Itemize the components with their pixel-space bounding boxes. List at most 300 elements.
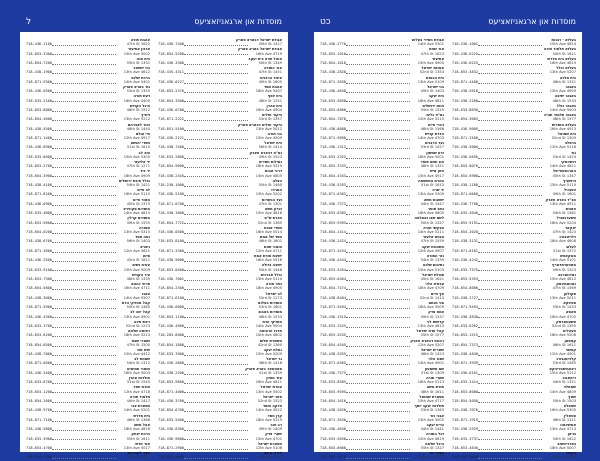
entry-address: 5002 15th Ave: [123, 51, 150, 56]
entry-name: ניטרא: [140, 244, 150, 249]
entry-address: 5401 14th Ave: [123, 79, 150, 84]
entry-phone: 718-853-2370: [158, 89, 184, 94]
dot-leader: [478, 139, 542, 140]
directory-entry: [452, 292, 576, 301]
entry-name: תורה ודעת: [264, 451, 282, 456]
entry-phone: 718-854-9898: [452, 455, 478, 460]
entry-phone: 718-438-9700: [26, 408, 52, 413]
dot-leader: [52, 233, 116, 234]
entry-phone: 718-871-6100: [158, 295, 184, 300]
directory-entry: [26, 282, 150, 291]
dot-leader: [52, 364, 116, 365]
entry-name: שארית ישראל: [420, 347, 444, 352]
directory-entry: [452, 282, 576, 291]
entry-name: בנות ירושלים: [422, 103, 444, 108]
directory-entry: [158, 76, 282, 85]
directory-entry: [26, 85, 150, 94]
directory-entry: [158, 207, 282, 216]
dot-leader: [184, 421, 248, 422]
entry-phone: 718-853-1515: [452, 333, 478, 338]
entry-phone: 718-853-2700: [26, 164, 52, 169]
entry-phone: 718-436-2800: [158, 361, 184, 366]
entry-address: 1311 48th St: [552, 417, 576, 422]
directory-entry: [158, 179, 282, 188]
entry-phone: 718-436-6225: [452, 60, 478, 65]
entry-name: ברסלב: [564, 141, 576, 146]
entry-phone: 718-854-0200: [26, 230, 52, 234]
entry-phone: 718-854-2020: [452, 230, 478, 234]
entry-address: 5101 14th Ave: [549, 258, 576, 263]
entry-address: 1533 48th St: [258, 314, 282, 319]
entry-address: 1523 52nd St: [257, 399, 282, 404]
entry-address: 4713 13th Ave: [549, 427, 576, 432]
entry-name: שיח סוד: [136, 347, 150, 352]
directory-entry: [26, 263, 150, 272]
entry-phone: 718-854-3003: [452, 117, 478, 122]
directory-entry: [158, 432, 282, 441]
entry-phone: 718-436-2121: [158, 136, 184, 141]
entry-address: 1357 53rd St: [258, 117, 282, 122]
entry-name: חברת ש"ס: [264, 216, 282, 221]
directory-entry: [158, 66, 282, 75]
dot-leader: [346, 327, 410, 328]
directory-entry: [452, 179, 576, 188]
entry-phone: 718-853-1100: [158, 314, 184, 319]
entry-name: אמונת ישראל: [421, 66, 444, 71]
directory-entry: [158, 104, 282, 113]
dot-leader: [52, 186, 116, 187]
dot-leader: [346, 148, 410, 149]
entry-address: 4802 10th Ave: [255, 333, 282, 338]
entry-phone: 718-438-3131: [452, 239, 478, 244]
entry-phone: 718-438-3000: [26, 295, 52, 300]
entry-address: 1417 44th St: [126, 399, 150, 404]
dot-leader: [478, 458, 542, 459]
entry-name: פרחי כהונה: [130, 282, 150, 287]
dot-leader: [52, 327, 116, 328]
entry-phone: 718-854-4343: [320, 173, 346, 178]
dot-leader: [346, 223, 410, 224]
entry-phone: 718-436-7400: [158, 42, 184, 47]
entry-phone: 718-436-9009: [452, 126, 478, 131]
entry-address: 4813 13th Ave: [417, 323, 444, 328]
directory-entry: [320, 263, 444, 272]
entry-phone: 718-230-1000: [158, 183, 184, 188]
dot-leader: [184, 430, 248, 431]
entry-address: 4816 18th Ave: [123, 427, 150, 432]
entry-name: גמ"ח דבארא פארק: [249, 150, 282, 155]
entry-phone: 718-853-9191: [452, 220, 478, 225]
entry-name: צדקה וחסד: [262, 404, 282, 409]
entry-name: אהבת תורה: [130, 38, 150, 42]
directory-entry: [452, 442, 576, 451]
entry-address: 4904 16th Ave: [255, 107, 282, 112]
entry-name: שם משמעון: [424, 366, 444, 371]
dot-leader: [52, 176, 116, 177]
entry-phone: 718-436-5656: [452, 154, 478, 159]
directory-entry: [158, 141, 282, 150]
entry-phone: 718-436-3400: [26, 370, 52, 375]
entry-name: סגולת ישראל: [422, 272, 444, 277]
entry-phone: 718-871-9300: [26, 79, 52, 84]
entry-name: רימאנוב: [562, 376, 576, 381]
entry-address: 1403 49th St: [420, 89, 444, 94]
directory-entry: [158, 451, 282, 460]
entry-address: 1361 54th St: [552, 211, 576, 216]
entry-name: בני יששכר: [133, 66, 150, 71]
entry-phone: 718-633-8585: [320, 380, 346, 385]
directory-entry: [26, 76, 150, 85]
dot-leader: [478, 92, 542, 93]
entry-name: בני ישראל: [427, 84, 444, 89]
directory-entry: [158, 310, 282, 319]
entry-phone: 718-853-0400: [158, 267, 184, 272]
directory-entry: [26, 273, 150, 282]
entry-name: תפארת צבי: [131, 404, 150, 409]
entry-phone: 718-436-1001: [452, 42, 478, 47]
entry-name: בעלזא מוסדות: [551, 122, 576, 127]
directory-entry: [26, 47, 150, 56]
directory-entry: [320, 414, 444, 423]
directory-entry: [452, 141, 576, 150]
entry-phone: 718-633-8383: [320, 211, 346, 216]
dot-leader: [52, 139, 116, 140]
entry-name: דגל התורה: [426, 432, 444, 437]
entry-phone: 718-854-4545: [320, 342, 346, 347]
entry-phone: 718-871-6060: [452, 192, 478, 197]
entry-name: ויזניץ: [141, 113, 150, 118]
entry-name: ישיבה גדולה: [261, 263, 282, 268]
entry-address: 5507 14th Ave: [123, 295, 150, 300]
dot-leader: [52, 64, 116, 65]
entry-phone: 718-854-1414: [320, 230, 346, 234]
entry-name: רב טוב: [270, 423, 282, 428]
entry-phone: 718-854-1300: [26, 455, 52, 460]
entry-address: 1533 48th St: [552, 98, 576, 103]
dot-leader: [52, 299, 116, 300]
entry-address: 5110 15th Ave: [549, 183, 576, 188]
entry-phone: 718-871-3300: [158, 248, 184, 253]
dot-leader: [184, 280, 248, 281]
dot-leader: [346, 111, 410, 112]
entry-phone: 718-633-2100: [26, 98, 52, 103]
entry-address: 4612 15th Ave: [549, 276, 576, 281]
entry-name: אור חדש: [135, 441, 150, 446]
directory-entry: [320, 432, 444, 441]
dot-leader: [184, 223, 248, 224]
entry-name: אגודת ישראל בארא פארק: [238, 47, 282, 52]
directory-entry: [320, 207, 444, 216]
entry-address: 1569 47th St: [552, 286, 576, 291]
entry-name: אהבת חסד: [263, 84, 282, 89]
entry-name: מאטערסדארף: [552, 263, 576, 268]
directory-entry: [320, 188, 444, 197]
entry-address: 1355 53rd St: [126, 89, 150, 94]
entry-address: 1365 52nd St: [257, 220, 282, 225]
directory-entry: [26, 207, 150, 216]
entry-name: בית ישראל: [264, 141, 282, 146]
entry-phone: 718-633-5656: [320, 436, 346, 441]
entry-address: 1375 45th St: [126, 201, 150, 206]
entry-name: חסד לאברהם: [127, 451, 150, 456]
entry-name: מוסדות סקווירא: [123, 207, 150, 212]
entry-address: 1441 44th St: [420, 427, 444, 432]
directory-entry: [320, 385, 444, 394]
entry-name: נזר התורה: [426, 253, 444, 258]
directory-entry: [452, 66, 576, 75]
entry-address: 1465 53rd St: [552, 361, 576, 366]
entry-address: 1460 50th St: [126, 305, 150, 310]
dot-leader: [52, 374, 116, 375]
dot-leader: [478, 233, 542, 234]
entry-name: מרכז הרפואה: [259, 329, 282, 334]
directory-entry: [320, 348, 444, 357]
entry-phone: 718-633-2323: [320, 154, 346, 159]
entry-name: לב חיים: [137, 188, 150, 193]
dot-leader: [478, 411, 542, 412]
entry-address: 5301 14th Ave: [417, 42, 444, 47]
entry-address: 1623 47th St: [420, 51, 444, 56]
entry-name: צעהלים: [563, 329, 576, 334]
entry-address: 1503 50th St: [552, 399, 576, 404]
entry-address: 5007 18th Ave: [549, 445, 576, 450]
dot-leader: [346, 411, 410, 412]
dot-leader: [478, 261, 542, 262]
dot-leader: [478, 111, 542, 112]
entry-address: 5112 15th Ave: [549, 370, 576, 375]
dot-leader: [346, 270, 410, 271]
dot-leader: [52, 205, 116, 206]
directory-entry: [452, 245, 576, 254]
dot-leader: [184, 186, 248, 187]
entry-phone: 718-436-2280: [452, 98, 478, 103]
dot-leader: [184, 205, 248, 206]
entry-address: 1319 55th St: [420, 107, 444, 112]
directory-entry: [452, 376, 576, 385]
dot-leader: [478, 223, 542, 224]
dot-leader: [184, 101, 248, 102]
entry-name: ברכת יצחק: [131, 432, 150, 437]
dot-leader: [478, 64, 542, 65]
entry-name: דושינסקי: [561, 160, 576, 165]
entry-phone: 718-633-3737: [452, 436, 478, 441]
directory-entry: [158, 47, 282, 56]
directory-entry: [158, 188, 282, 197]
entry-phone: 718-854-7474: [320, 286, 346, 291]
entry-phone: 718-854-7373: [452, 342, 478, 347]
dot-leader: [478, 167, 542, 168]
entry-address: 4709 18th Ave: [417, 286, 444, 291]
entry-address: 1611 48th St: [420, 389, 444, 394]
directory-entry: [26, 320, 150, 329]
entry-address: 1403 56th St: [126, 239, 150, 244]
dot-leader: [478, 430, 542, 431]
directory-entry: [452, 432, 576, 441]
entry-name: ספינקא: [563, 300, 576, 305]
directory-entry: [158, 348, 282, 357]
entry-name: פאר ישראל: [262, 394, 282, 399]
directory-entry: [320, 94, 444, 103]
entry-address: 5207 13th Ave: [549, 70, 576, 75]
entry-phone: 718-853-6666: [320, 445, 346, 450]
directory-entry: [158, 404, 282, 413]
entry-address: 1601 53rd St: [258, 305, 282, 310]
directory-entry: [320, 282, 444, 291]
entry-address: 5305 16th Ave: [549, 408, 576, 413]
dot-leader: [346, 458, 410, 459]
entry-name: עזר מציון: [266, 376, 282, 381]
entry-address: 5001 18th Ave: [417, 154, 444, 159]
entry-phone: 718-853-9800: [158, 380, 184, 385]
dot-leader: [52, 280, 116, 281]
dot-leader: [478, 383, 542, 384]
entry-address: 1301 47th St: [258, 201, 282, 206]
entry-name: משכנות יעקב: [421, 244, 444, 249]
directory-entry: [320, 151, 444, 160]
entry-phone: 718-633-5858: [320, 98, 346, 103]
dot-leader: [346, 186, 410, 187]
right-column-2: [320, 38, 444, 460]
dot-leader: [346, 449, 410, 450]
directory-entry: [158, 301, 282, 310]
directory-entry: [452, 301, 576, 310]
directory-entry: [26, 188, 150, 197]
entry-name: לשם שבו ואחלמה: [414, 216, 444, 221]
entry-address: 4818 15th Ave: [255, 211, 282, 216]
entry-address: 1323 49th St: [552, 267, 576, 272]
entry-phone: 718-633-7000: [158, 352, 184, 357]
directory-entry: [452, 395, 576, 404]
directory-entry: [26, 310, 150, 319]
dot-leader: [478, 355, 542, 356]
dot-leader: [346, 402, 410, 403]
directory-entry: [452, 151, 576, 160]
entry-name: וויזשניץ: [563, 178, 576, 183]
directory-entry: [158, 263, 282, 272]
directory-entry: [320, 442, 444, 451]
entry-phone: 718-854-5050: [452, 399, 478, 404]
entry-name: תומכי תמימים: [127, 366, 150, 371]
entry-name: ביקור חולים: [262, 113, 282, 118]
entry-address: 1359 41st St: [259, 370, 282, 375]
dot-leader: [346, 195, 410, 196]
entry-address: 1610 51st St: [127, 145, 150, 150]
entry-name: טוב לב: [138, 150, 150, 155]
directory-entry: [452, 348, 576, 357]
entry-address: 5003 14th Ave: [549, 107, 576, 112]
directory-entry: [452, 310, 576, 319]
directory-entry: [320, 301, 444, 310]
entry-address: 4805 16th Ave: [417, 211, 444, 216]
entry-name: קרן חסד: [267, 413, 282, 418]
dot-leader: [184, 261, 248, 262]
entry-address: 5202 13th Ave: [255, 192, 282, 197]
entry-address: 1601 49th St: [552, 192, 576, 197]
directory-entry: [452, 235, 576, 244]
directory-entry: [452, 254, 576, 263]
directory-entry: [26, 245, 150, 254]
entry-phone: 718-633-7575: [452, 267, 478, 272]
left-column-1: [158, 38, 282, 460]
dot-leader: [184, 364, 248, 365]
dot-leader: [52, 336, 116, 337]
entry-phone: 718-436-3700: [158, 399, 184, 404]
entry-address: 4809 14th Ave: [549, 389, 576, 394]
entry-address: 1309 52nd St: [551, 136, 576, 141]
entry-address: 1347 45th St: [552, 173, 576, 178]
entry-phone: 718-436-7700: [452, 201, 478, 206]
entry-name: אגודת ישראל דבארא פארק: [235, 38, 282, 42]
dot-leader: [52, 392, 116, 393]
entry-phone: 718-436-8900: [26, 145, 52, 150]
directory-entry: [26, 414, 150, 423]
entry-address: 1451 47th St: [258, 70, 282, 75]
entry-name: צאנז: [141, 291, 150, 296]
entry-phone: 718-633-8030: [452, 107, 478, 112]
entry-address: 1611 50th St: [552, 51, 576, 56]
dot-leader: [478, 148, 542, 149]
entry-address: 5201 14th Ave: [123, 408, 150, 413]
entry-phone: 718-438-5000: [452, 145, 478, 150]
entry-phone: 718-633-3900: [26, 436, 52, 441]
entry-phone: 718-436-2500: [26, 258, 52, 263]
entry-address: 1309 51st St: [421, 370, 444, 375]
entry-address: 1409 49th St: [258, 427, 282, 432]
dot-leader: [184, 299, 248, 300]
dot-leader: [346, 439, 410, 440]
entry-address: 1271 47th St: [126, 164, 150, 169]
dot-leader: [478, 299, 542, 300]
directory-entry: [158, 442, 282, 451]
entry-phone: 718-438-7400: [158, 145, 184, 150]
dot-leader: [346, 392, 410, 393]
entry-address: 4612 13th Ave: [123, 70, 150, 75]
directory-entry: [320, 329, 444, 338]
entry-address: 1622 47th St: [126, 42, 150, 47]
directory-entry: [26, 57, 150, 66]
entry-address: 1577 55th St: [420, 333, 444, 338]
dot-leader: [52, 73, 116, 74]
directory-entry: [452, 198, 576, 207]
entry-name: היכל שלמה: [425, 441, 444, 446]
entry-address: 4909 15th Ave: [549, 89, 576, 94]
dot-leader: [346, 83, 410, 84]
dot-leader: [52, 383, 116, 384]
entry-phone: 718-436-4444: [320, 258, 346, 263]
entry-phone: 718-871-4000: [158, 389, 184, 394]
directory-entry: [452, 94, 576, 103]
entry-name: תולדות יעקב יוסף: [414, 404, 444, 409]
dot-leader: [346, 54, 410, 55]
directory-entry: [320, 273, 444, 282]
directory-entry: [158, 94, 282, 103]
dot-leader: [346, 101, 410, 102]
entry-address: 1423 46th St: [420, 352, 444, 357]
dot-leader: [52, 261, 116, 262]
entry-address: 1423 47th St: [552, 230, 576, 234]
directory-entry: [26, 301, 150, 310]
entry-phone: 718-853-5600: [26, 220, 52, 225]
directory-entry: [26, 292, 150, 301]
entry-name: חסדי יהושע: [130, 141, 150, 146]
entry-address: 1337 49th St: [420, 314, 444, 319]
entry-name: ישועות משה: [423, 197, 444, 202]
entry-phone: 718-871-9494: [452, 305, 478, 310]
entry-name: אור שמח: [428, 47, 444, 52]
entry-phone: 718-853-3535: [320, 333, 346, 338]
entry-name: קהל עדת ישראל: [416, 329, 444, 334]
entry-address: 4917 12th Ave: [123, 136, 150, 141]
